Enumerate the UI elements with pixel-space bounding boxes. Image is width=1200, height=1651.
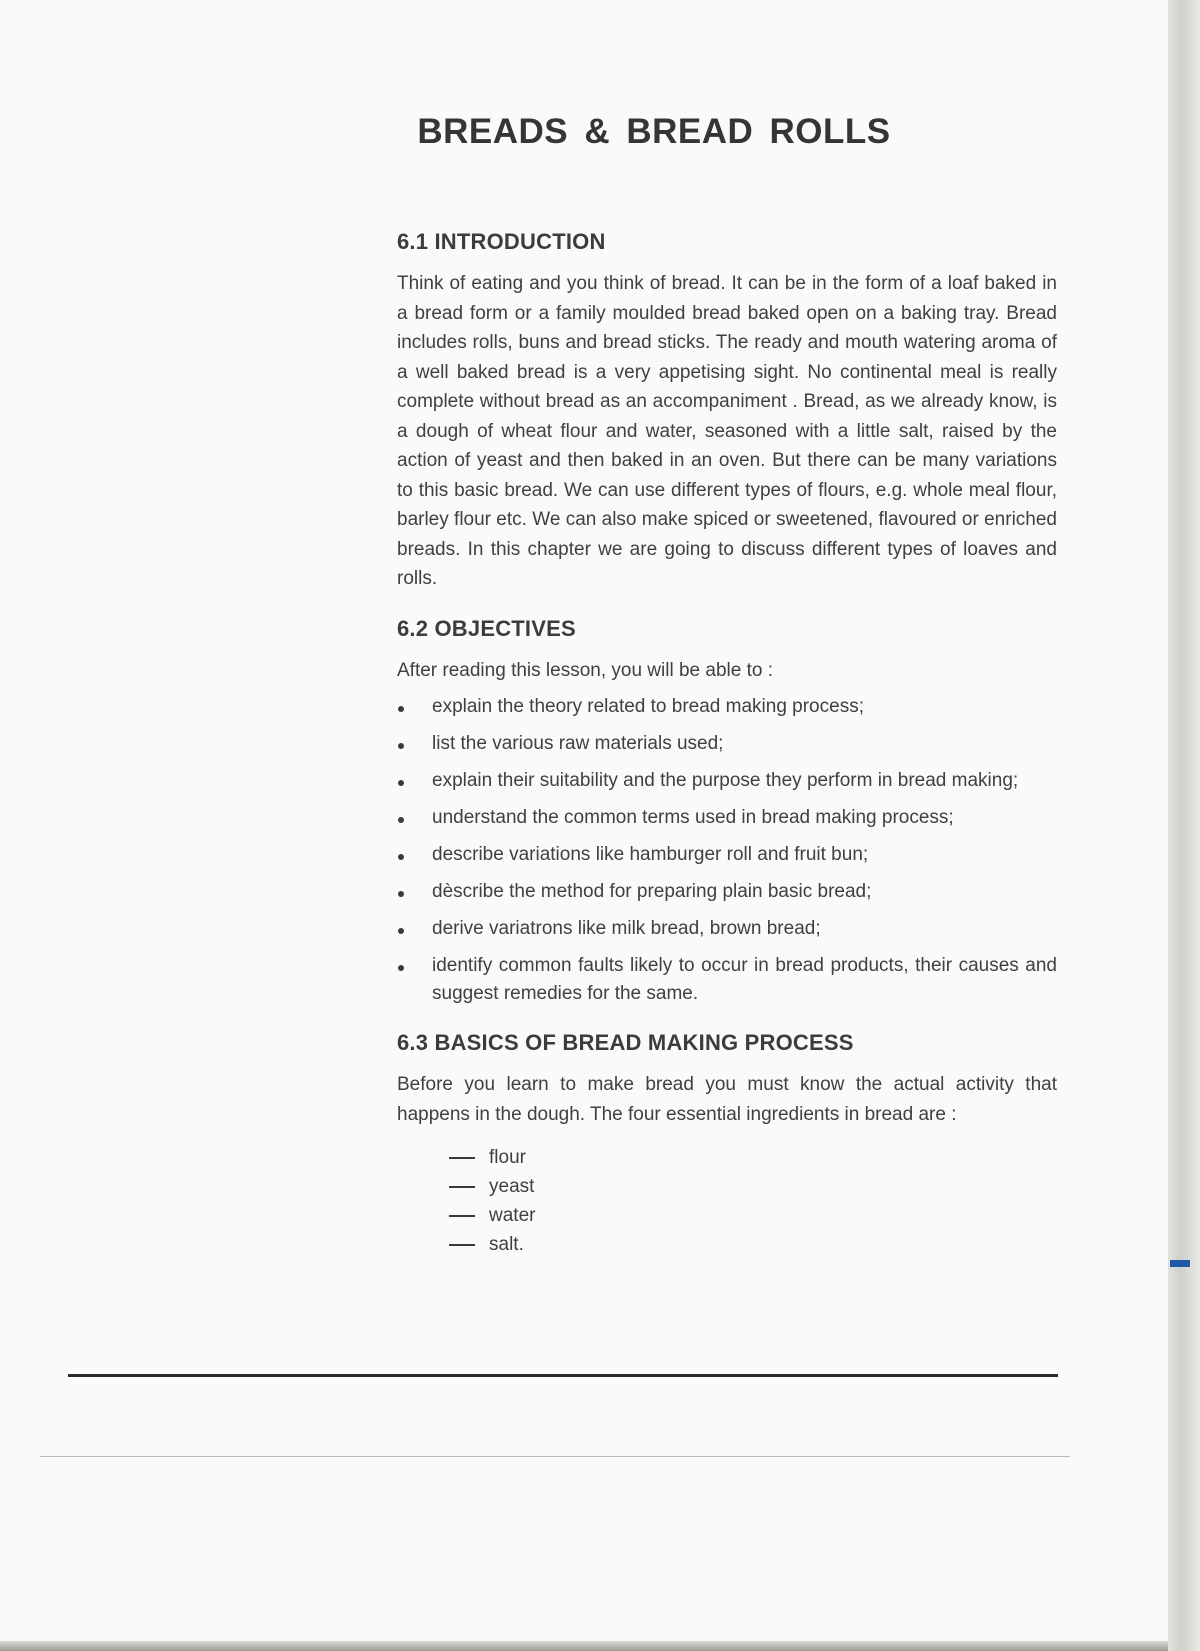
ingredient-text: water — [489, 1205, 536, 1226]
objective-text: list the various raw materials used; — [432, 733, 724, 754]
objectives-list — [397, 693, 1057, 1008]
objective-text: explain the theory related to bread making process; — [432, 696, 864, 717]
objective-text: dèscribe the method for preparing plain basic bread; — [432, 881, 872, 902]
basics-heading: 6.3 BASICS OF BREAD MAKING PROCESS — [397, 1030, 854, 1055]
bullet-icon — [398, 706, 404, 712]
page-tab-marker — [1170, 1260, 1190, 1267]
objective-text: identify common faults likely to occur in bread products, their causes and suggest remedies for the same. — [432, 955, 1057, 1004]
dash-icon — [449, 1186, 475, 1188]
objective-item — [397, 730, 1057, 758]
introduction-section — [397, 229, 1057, 594]
objective-item — [397, 915, 1057, 943]
bullet-icon — [398, 891, 404, 897]
scan-bottom-edge — [0, 1641, 1168, 1651]
ingredient-text: salt. — [489, 1234, 524, 1255]
ingredient-item — [449, 1172, 1057, 1201]
objectives-section — [397, 616, 1057, 1009]
dash-icon — [449, 1215, 475, 1217]
bullet-icon — [398, 928, 404, 934]
dash-icon — [449, 1244, 475, 1246]
objective-text: derive variatrons like milk bread, brown bread; — [432, 918, 821, 939]
objective-item — [397, 952, 1057, 1008]
objectives-lead: After reading this lesson, you will be able to : — [397, 659, 773, 681]
basics-section — [397, 1030, 1057, 1259]
scan-right-edge — [1168, 0, 1200, 1651]
objectives-heading: 6.2 OBJECTIVES — [397, 615, 576, 641]
page-content — [397, 229, 1057, 1259]
bullet-icon — [398, 780, 404, 786]
page-fold-line — [40, 1456, 1070, 1457]
introduction-paragraph: Think of eating and you think of bread. It can be in the form of a loaf baked in a bread form or a family moulded bread baked open on a baking tray. Bread includes rolls, buns and bread sticks. The ready and mouth watering aroma of a well baked bread is a very appetising sight. No continental meal is really complete without bread as an accompaniment . Bread, as we already know, is a dough of wheat flour and water, seasoned with a little salt, raised by the action of yeast and then baked in an oven. But there can be many variations to this basic bread. We can use different types of flours, e.g. whole meal flour, barley flour etc. We can also make spiced or sweetened, flavoured or enriched breads. In this chapter we are going to discuss different types of loaves and rolls. — [397, 273, 1057, 589]
ingredient-item — [449, 1143, 1057, 1172]
objective-item — [397, 804, 1057, 832]
page-title: BREADS & BREAD ROLLS — [417, 112, 891, 151]
introduction-heading: 6.1 INTRODUCTION — [397, 229, 606, 254]
objective-text: understand the common terms used in bread making process; — [432, 807, 954, 828]
objective-text: describe variations like hamburger roll and fruit bun; — [432, 844, 869, 865]
objective-text: explain their suitability and the purpose they perform in bread making; — [432, 770, 1019, 791]
bullet-icon — [398, 965, 404, 971]
bullet-icon — [398, 854, 404, 860]
ingredient-text: flour — [489, 1147, 526, 1168]
footer-rule — [68, 1374, 1058, 1377]
objective-item — [397, 841, 1057, 869]
objective-item — [397, 693, 1057, 721]
objective-item — [397, 767, 1057, 795]
ingredient-item — [449, 1201, 1057, 1230]
basics-paragraph: Before you learn to make bread you must know the actual activity that happens in the dough. The four essential ingredients in bread are : — [397, 1074, 1057, 1125]
ingredient-item — [449, 1230, 1057, 1259]
dash-icon — [449, 1157, 475, 1159]
ingredients-list — [397, 1143, 1057, 1259]
objective-item — [397, 878, 1057, 906]
bullet-icon — [398, 743, 404, 749]
ingredient-text: yeast — [489, 1176, 535, 1197]
bullet-icon — [398, 817, 404, 823]
